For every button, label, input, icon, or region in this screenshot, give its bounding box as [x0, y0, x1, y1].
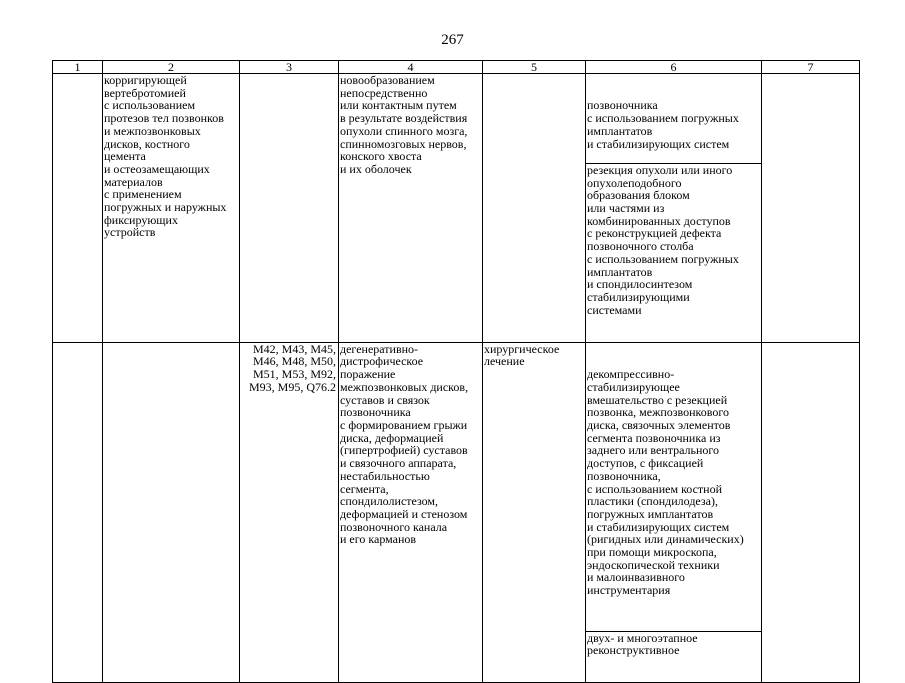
column-number-1: 1 — [53, 61, 103, 74]
column-number-3: 3 — [240, 61, 339, 74]
row2-method-description — [103, 342, 240, 683]
row2-diagnosis-codes: M42, M43, M45, M46, M48, M50, M51, M53, M92, M93, M95, Q76.2 — [240, 342, 339, 683]
row2-treatment-methods — [586, 342, 762, 683]
row2-treatment-type: хирургическое лечение — [483, 342, 586, 683]
treatment-method-block: декомпрессивно- стабилизирующее вмешательство с резекцией позвонка, межпозвонкового диска, связочных элементов сегмента позвоночника из заднего или вентрального доступов, с фиксацией позвоночника, с использованием костной пластики (спондилодеза), погружных имплантатов и стабилизирующих систем (ригидных или динамических) при помощи микроскопа, эндоскопической техники и малоинвазивного инструментария — [587, 367, 744, 598]
column-number-5: 5 — [483, 61, 586, 74]
row1-method-description: корригирующей вертебротомией с использованием протезов тел позвонков и межпозвонковых дисков, костного цемента и остеозамещающих материалов с применением погружных и наружных фиксирующих устройств — [103, 74, 240, 343]
column-number-2: 2 — [103, 61, 240, 74]
table-row — [53, 74, 860, 343]
column-number-4: 4 — [339, 61, 483, 74]
row1-treatment-methods — [586, 74, 762, 343]
row2-col1 — [53, 342, 103, 683]
row2-col7 — [762, 342, 860, 683]
treatment-method-block: резекция опухоли или иного опухолеподобного образования блоком или частями из комбинированных доступов с реконструкцией дефекта позвоночного столба с использованием погружных имплантатов и спондилосинтезом стабилизирующими системами — [586, 163, 761, 316]
row1-patient-model: новообразованием непосредственно или контактным путем в результате воздействия опухоли спинного мозга, спинномозговых нервов, конского хвоста и их оболочек — [339, 74, 483, 343]
row2-patient-model: дегенеративно- дистрофическое поражение межпозвонковых дисков, суставов и связок позвоночника с формированием грыжи диска, деформацией (гипертрофией) суставов и связочного аппарата, нестабильностью сегмента, спондилолистезом, деформацией и стенозом позвоночного канала и его карманов — [339, 342, 483, 683]
column-number-6: 6 — [586, 61, 762, 74]
treatment-method-block: позвоночника с использованием погружных имплантатов и стабилизирующих систем — [587, 98, 739, 151]
column-number-7: 7 — [762, 61, 860, 74]
medical-procedures-table — [52, 60, 860, 683]
row1-col1 — [53, 74, 103, 343]
table-row — [53, 342, 860, 683]
table-header-row — [53, 61, 860, 74]
row1-col7 — [762, 74, 860, 343]
treatment-method-block: двух- и многоэтапное реконструктивное — [586, 631, 761, 657]
row1-diagnosis-codes — [240, 74, 339, 343]
page-number: 267 — [441, 32, 464, 48]
row1-treatment-type — [483, 74, 586, 343]
